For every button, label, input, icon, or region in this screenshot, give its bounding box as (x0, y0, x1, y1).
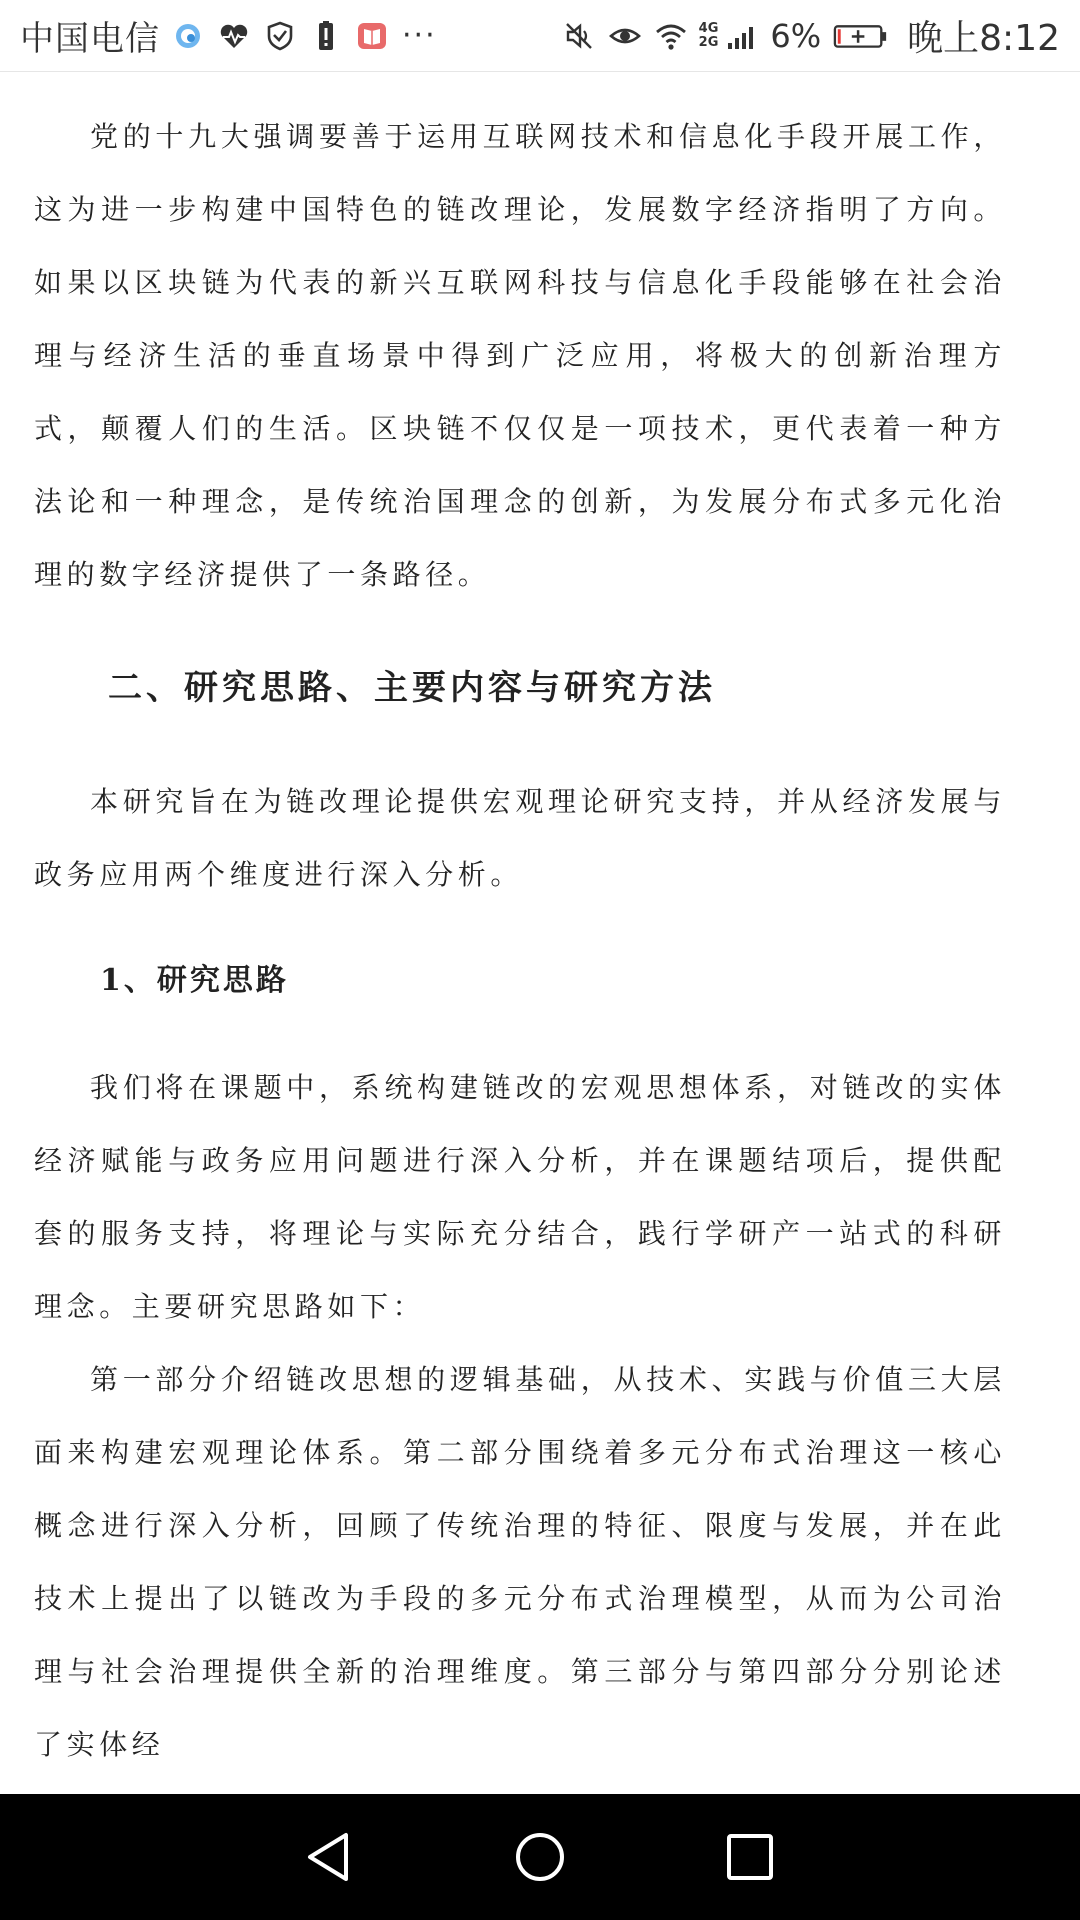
recents-button[interactable] (720, 1827, 780, 1887)
section-title: 二、研究思路、主要内容与研究方法 (108, 668, 716, 708)
status-right (561, 10, 1060, 61)
health-icon (216, 18, 252, 54)
paragraph-research-approach: 我们将在课题中，系统构建链改的宏观思想体系，对链改的实体经济赋能与政务应用问题进行深入分析，并在课题结项后，提供配套的服务支持，将理论与实际充分结合，践行学研产一站式的科研理念。主要研究思路如下： (34, 1071, 1006, 1323)
network-type-top: 4G (698, 20, 719, 36)
network-type (699, 22, 719, 50)
battery-icon (831, 18, 891, 54)
wifi-icon (653, 18, 689, 54)
back-icon (302, 1829, 358, 1885)
document-content (34, 100, 1006, 1781)
more-notifications: ··· (402, 18, 437, 53)
home-icon (512, 1829, 568, 1885)
network-type-bottom: 2G (698, 34, 719, 50)
paragraph-intro: 党的十九大强调要善于运用互联网技术和信息化手段开展工作，这为进一步构建中国特色的链改理论，发展数字经济指明了方向。如果以区块链为代表的新兴互联网科技与信息化手段能够在社会治理与经济生活的垂直场景中得到广泛应用，将极大的创新治理方式，颠覆人们的生活。区块链不仅仅是一项技术，更代表着一种方法论和一种理念，是传统治国理念的创新，为发展分布式多元化治理的数字经济提供了一条路径。 (34, 120, 1006, 591)
mute-icon (561, 18, 597, 54)
signal-icon (724, 18, 760, 54)
battery-percent: 6% (770, 16, 822, 55)
clock: 晚上8:12 (907, 18, 1060, 59)
home-button[interactable] (510, 1827, 570, 1887)
navigation-bar (0, 1794, 1080, 1920)
eye-icon (607, 18, 643, 54)
battery-saver-icon (308, 18, 344, 54)
subsection-title: 1、研究思路 (100, 963, 289, 998)
status-bar (0, 0, 1080, 72)
paragraph-parts-overview: 第一部分介绍链改思想的逻辑基础，从技术、实践与价值三大层面来构建宏观理论体系。第二部分围绕着多元分布式治理这一核心概念进行深入分析，回顾了传统治理的特征、限度与发展，并在此技术上提出了以链改为手段的多元分布式治理模型，从而为公司治理与社会治理提供全新的治理维度。第三部分与第四部分分别论述了实体经 (34, 1363, 1006, 1761)
carrier-label: 中国电信 (20, 19, 160, 59)
browser-icon (170, 18, 206, 54)
shield-icon (262, 18, 298, 54)
reader-icon (354, 18, 390, 54)
status-left (20, 11, 437, 60)
back-button[interactable] (300, 1827, 360, 1887)
recents-icon (722, 1829, 778, 1885)
paragraph-research-aim: 本研究旨在为链改理论提供宏观理论研究支持，并从经济发展与政务应用两个维度进行深入分析。 (34, 785, 1006, 891)
